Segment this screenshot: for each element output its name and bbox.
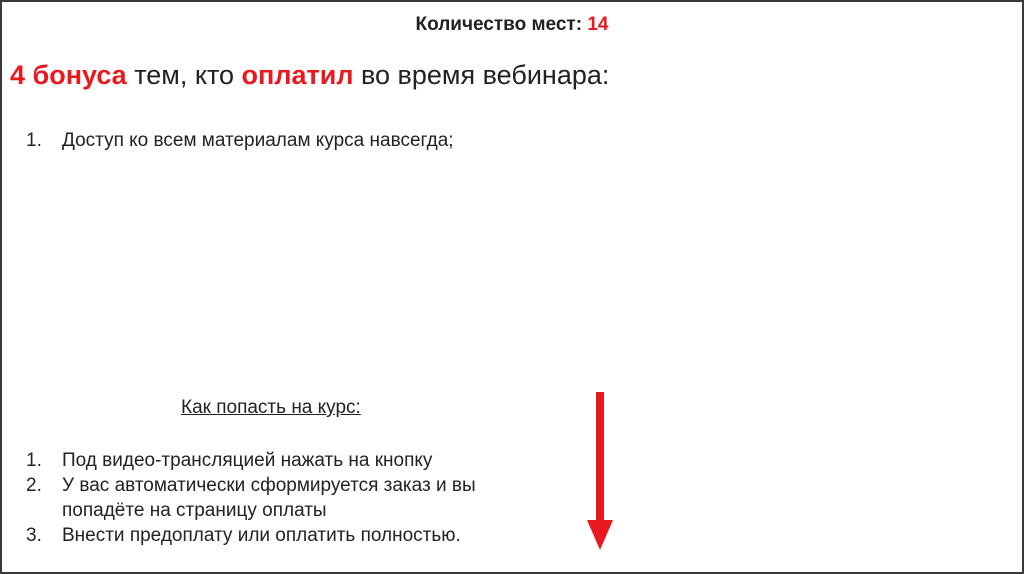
headline-text-1: тем, кто [126,60,242,90]
list-item [26,448,546,473]
how-to-title: Как попасть на курс: [181,397,361,418]
headline [10,60,609,91]
list-item [26,473,546,523]
list-item-text: Внести предоплату или оплатить полностью. [62,525,461,546]
list-item-number: 1. [26,130,42,151]
list-item-number: 3. [26,525,42,546]
list-item [26,128,726,153]
list-item-text: Доступ ко всем материалам курса навсегда; [62,130,454,151]
list-item-number: 1. [26,450,42,471]
headline-bonus-count: 4 бонуса [10,60,127,90]
list-item-number: 2. [26,475,42,496]
seats-label: Количество мест: [415,14,583,35]
list-item-text: У вас автоматически сформируется заказ и вы попадёте на страницу оплаты [62,475,476,521]
seats-count [2,14,1022,36]
headline-paid: оплатил [241,60,354,90]
arrow-down-icon [586,392,614,552]
list-item [26,523,546,548]
steps-list [26,448,546,548]
bonus-list [26,128,726,153]
seats-value: 14 [587,14,609,35]
headline-text-2: во время вебинара: [353,60,610,90]
list-item-text: Под видео-трансляцией нажать на кнопку [62,450,433,471]
